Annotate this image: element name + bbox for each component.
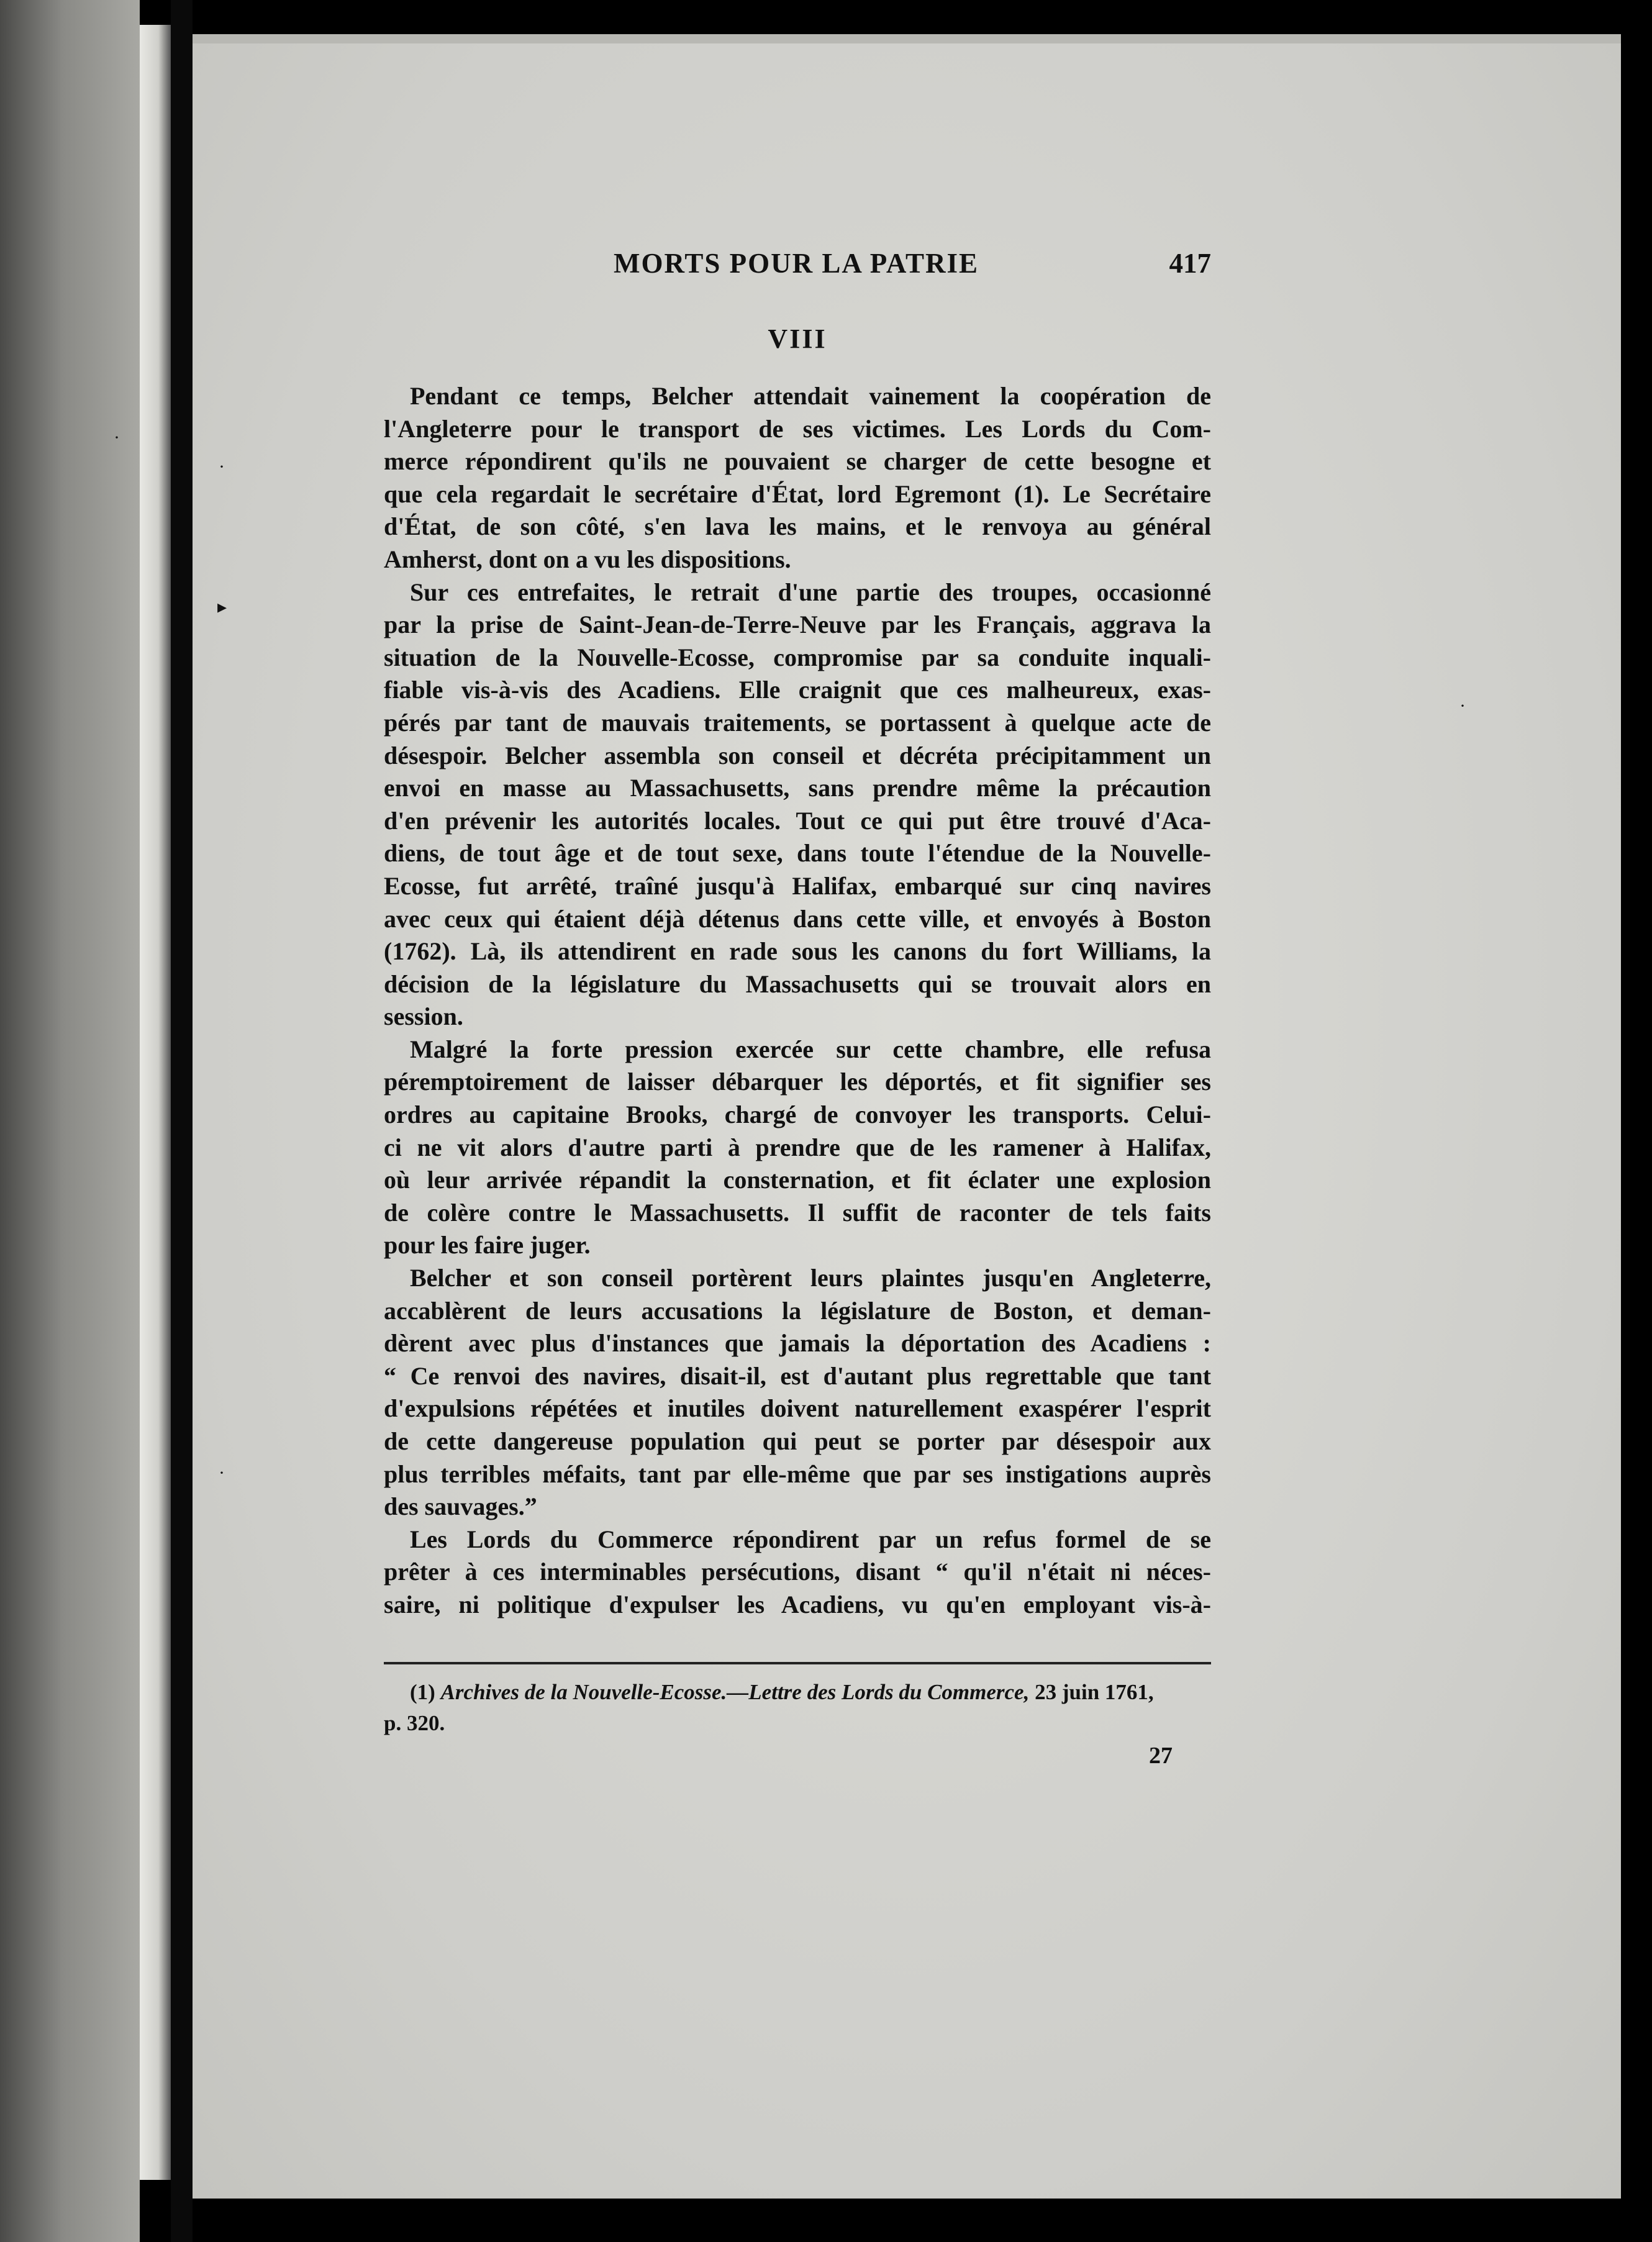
- body-line: où leur arrivée répandit la consternation, et fit éclater une explosion: [384, 1166, 1211, 1194]
- book-gutter: [171, 0, 193, 2242]
- body-line: fiable vis-à-vis des Acadiens. Elle craignit que ces malheureux, exas-: [384, 676, 1211, 704]
- body-line: que cela regardait le secrétaire d'État, lord Egremont (1). Le Secrétaire: [384, 479, 1211, 508]
- body-line: dèrent avec plus d'instances que jamais la déportation des Acadiens :: [384, 1329, 1211, 1358]
- body-line: “ Ce renvoi des navires, disait-il, est d'autant plus regrettable que tant: [384, 1361, 1211, 1390]
- body-line: de cette dangereuse population qui peut se porter par désespoir aux: [384, 1427, 1211, 1455]
- body-line: situation de la Nouvelle-Ecosse, compromise par sa conduite inquali-: [384, 643, 1211, 671]
- body-line: ci ne vit alors d'autre parti à prendre que de les ramener à Halifax,: [384, 1133, 1211, 1161]
- speck: ▸: [217, 597, 227, 617]
- body-text: [384, 380, 1211, 1622]
- speck: ·: [219, 456, 225, 477]
- body-line: de colère contre le Massachusetts. Il suffit de raconter de tels faits: [384, 1198, 1211, 1227]
- body-line: d'en prévenir les autorités locales. Tout ce qui put être trouvé d'Aca-: [384, 806, 1211, 835]
- body-line: accablèrent de leurs accusations la législature de Boston, et deman-: [384, 1296, 1211, 1325]
- body-line: Belcher et son conseil portèrent leurs plaintes jusqu'en Angleterre,: [410, 1264, 1211, 1292]
- adjacent-page-strip: [0, 0, 140, 2242]
- body-line: avec ceux qui étaient déjà détenus dans cette ville, et envoyés à Boston: [384, 904, 1211, 933]
- body-line: par la prise de Saint-Jean-de-Terre-Neuve par les Français, aggrava la: [384, 610, 1211, 639]
- running-head: [384, 247, 1211, 291]
- body-line: d'État, de son côté, s'en lava les mains, et le renvoya au général: [384, 512, 1211, 541]
- speck: ·: [114, 427, 120, 448]
- body-line: merce répondirent qu'ils ne pouvaient se charger de cette besogne et: [384, 447, 1211, 476]
- body-line: (1762). Là, ils attendirent en rade sous les canons du fort Williams, la: [384, 937, 1211, 966]
- body-line: Sur ces entrefaites, le retrait d'une partie des troupes, occasionné: [410, 578, 1211, 606]
- footnote-line-1: [384, 1677, 1211, 1708]
- footnote-marker: (1): [410, 1680, 435, 1704]
- body-line: d'expulsions répétées et inutiles doivent naturellement exaspérer l'esprit: [384, 1394, 1211, 1423]
- page-number: 417: [1169, 248, 1211, 279]
- body-line: diens, de tout âge et de tout sexe, dans toute l'étendue de la Nouvelle-: [384, 839, 1211, 868]
- body-line: décision de la législature du Massachusetts qui se trouvait alors en: [384, 969, 1211, 998]
- footnote-line-2: p. 320.: [384, 1711, 445, 1735]
- body-line: prêter à ces interminables persécutions, disant “ qu'il n'était ni néces-: [384, 1558, 1211, 1586]
- speck: ·: [219, 1463, 225, 1483]
- footnote-rule: [384, 1662, 1211, 1664]
- body-line: l'Angleterre pour le transport de ses victimes. Les Lords du Com-: [384, 414, 1211, 443]
- footnote-date: 23 juin 1761,: [1035, 1680, 1154, 1704]
- speck: ·: [1459, 696, 1466, 716]
- adjacent-page-edge: [140, 25, 171, 2180]
- body-line: des sauvages.”: [384, 1492, 537, 1521]
- footnote: [384, 1677, 1211, 1739]
- body-line: pérés par tant de mauvais traitements, se portassent à quelque acte de: [384, 708, 1211, 737]
- body-line: Ecosse, fut arrêté, traîné jusqu'à Halifax, embarqué sur cinq navires: [384, 871, 1211, 900]
- body-line: désespoir. Belcher assembla son conseil et décréta précipitamment un: [384, 741, 1211, 769]
- body-line: Pendant ce temps, Belcher attendait vainement la coopération de: [410, 382, 1211, 410]
- body-line: Amherst, dont on a vu les dispositions.: [384, 545, 791, 573]
- body-line: Malgré la forte pression exercée sur cette chambre, elle refusa: [410, 1035, 1211, 1063]
- body-line: envoi en masse au Massachusetts, sans prendre même la précaution: [384, 774, 1211, 802]
- body-line: pour les faire juger.: [384, 1231, 591, 1259]
- body-line: plus terribles méfaits, tant par elle-même que par ses instigations auprès: [384, 1459, 1211, 1488]
- signature-mark: 27: [1149, 1743, 1173, 1769]
- body-line: session.: [384, 1002, 463, 1031]
- section-heading: VIII: [768, 324, 827, 354]
- body-line: Les Lords du Commerce répondirent par un refus formel de se: [410, 1525, 1211, 1553]
- running-title: MORTS POUR LA PATRIE: [614, 248, 979, 279]
- footnote-source: Archives de la Nouvelle-Ecosse.—Lettre des Lords du Commerce,: [440, 1680, 1030, 1704]
- body-line: ordres au capitaine Brooks, chargé de convoyer les transports. Celui-: [384, 1101, 1211, 1129]
- body-line: saire, ni politique d'expulser les Acadiens, vu qu'en employant vis-à-: [384, 1590, 1211, 1618]
- body-line: péremptoirement de laisser débarquer les déportés, et fit signifier ses: [384, 1068, 1211, 1096]
